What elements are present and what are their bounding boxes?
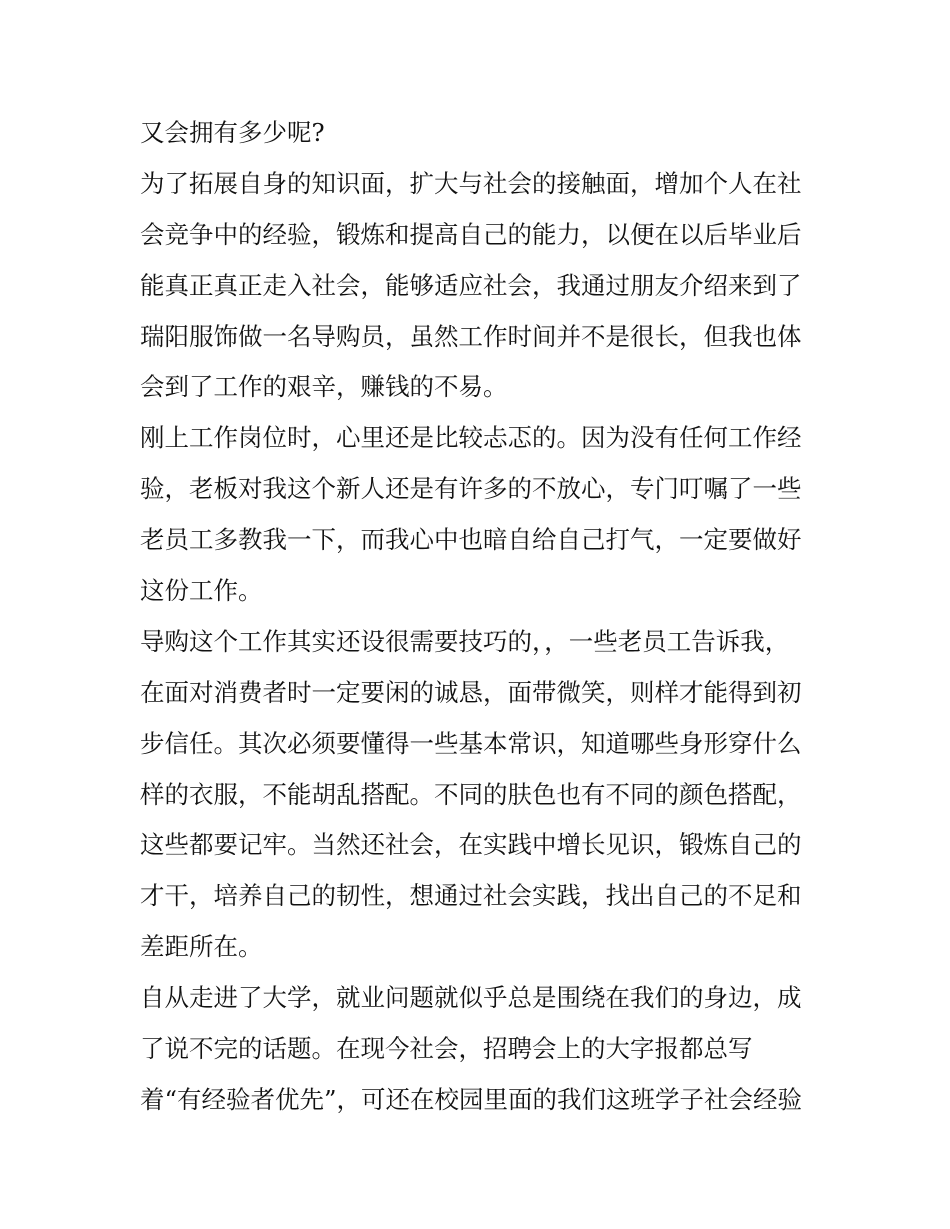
text-line: 能真正真正走入社会，能够适应社会，我通过朋友介绍来到了 [140,270,802,300]
text-line: 又会拥有多少呢? [140,118,325,147]
text-line: 在面对消费者时一定要闲的诚恳，面带微笑，则样才能得到初 [140,677,802,707]
text-line: 瑞阳服饰做一名导购员，虽然工作时间并不是很长，但我也体 [140,321,802,351]
text-line: 会到了工作的艰辛，赚钱的不易。 [140,372,508,402]
text-line: 自从走进了大学，就业问题就似乎总是围绕在我们的身边，成 [140,983,802,1013]
text-line: 差距所在。 [140,932,263,962]
text-line: 着“有经验者优先”，可还在校园里面的我们这班学子社会经验 [140,1084,803,1114]
text-line: 步信任。其次必须要懂得一些基本常识，知道哪些身形穿什么 [140,728,802,758]
text-line: 这些都要记牢。当然还社会，在实践中增长见识，锻炼自己的 [140,830,802,860]
text-line: 了说不完的话题。在现今社会，招聘会上的大字报都总写 [140,1034,753,1064]
text-line: 为了拓展自身的知识面，扩大与社会的接触面，增加个人在社 [140,168,802,198]
text-line: 老员工多教我一下，而我心中也暗自给自己打气，一定要做好 [140,525,802,555]
text-line: 会竞争中的经验，锻炼和提高自己的能力，以便在以后毕业后 [140,219,802,249]
text-line: 这份工作。 [140,576,263,606]
text-line: 样的衣服，不能胡乱搭配。不同的肤色也有不同的颜色搭配， [140,779,802,809]
text-line: 才干，培养自己的韧性，想通过社会实践，找出自己的不足和 [140,881,802,911]
text-line: 导购这个工作其实还设很需要技巧的，，一些老员工告诉我， [140,626,790,656]
document-body [140,108,820,1126]
text-line: 刚上工作岗位时，心里还是比较忐忑的。因为没有任何工作经 [140,423,802,453]
text-line: 验，老板对我这个新人还是有许多的不放心，专门叮嘱了一些 [140,474,802,504]
